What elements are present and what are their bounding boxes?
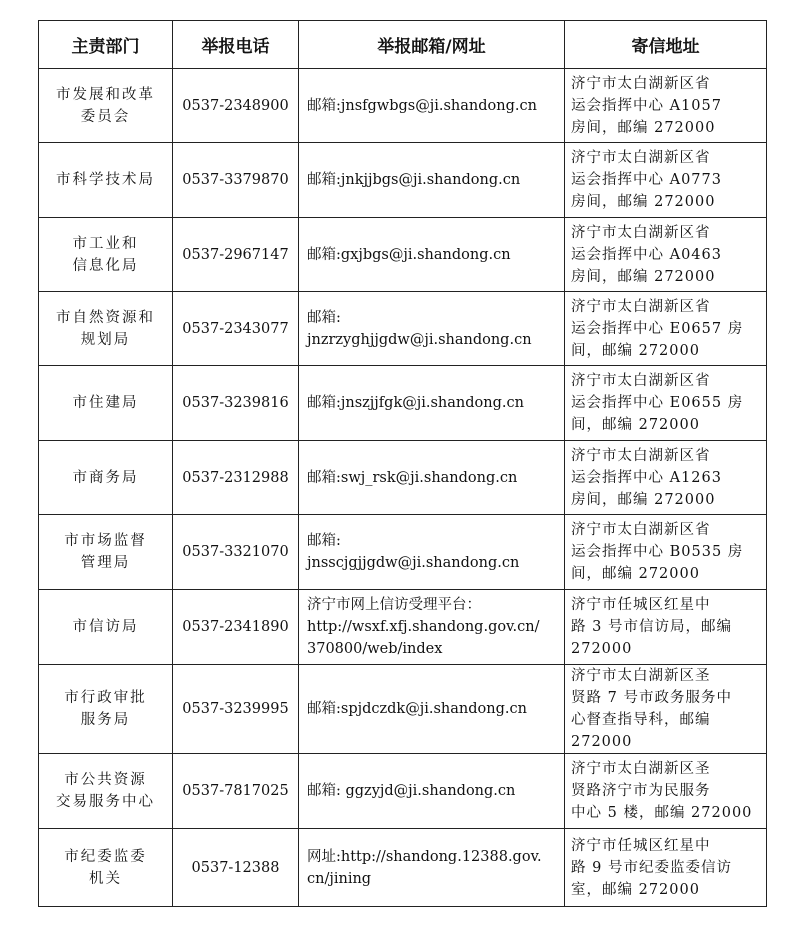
department-cell xyxy=(39,665,173,754)
header-row xyxy=(39,21,767,69)
contact-line: 邮箱:gxjbgs@ji.shandong.cn xyxy=(307,246,511,263)
phone-cell: 0537-2341890 xyxy=(173,590,299,665)
address-cell xyxy=(565,69,767,143)
department-cell xyxy=(39,143,173,218)
contact-cell xyxy=(299,292,565,366)
phone-cell: 0537-12388 xyxy=(173,829,299,907)
contact-cell xyxy=(299,590,565,665)
department-line: 市市场监督 xyxy=(64,533,147,549)
address-line: 济宁市太白湖新区省 xyxy=(571,522,711,538)
header-mailing-address: 寄信地址 xyxy=(565,21,767,69)
address-line: 房间，邮编 272000 xyxy=(571,194,716,210)
address-line: 房间，邮编 272000 xyxy=(571,491,716,508)
department-line: 市行政审批 xyxy=(64,690,147,706)
address-line: 房间，邮编 272000 xyxy=(571,268,716,285)
contact-line: jnzrzyghjjgdw@ji.shandong.cn xyxy=(307,331,532,348)
table-row xyxy=(39,143,767,218)
department-line: 市科学技术局 xyxy=(56,172,155,188)
contact-line: 网址:http://shandong.12388.gov. xyxy=(307,848,542,865)
table-row xyxy=(39,515,767,590)
address-line: 272000 xyxy=(571,641,633,657)
address-line: 济宁市任城区红星中 xyxy=(571,837,711,854)
department-line: 规划局 xyxy=(80,331,131,348)
address-cell xyxy=(565,143,767,218)
contact-line: 邮箱:jnsfgwbgs@ji.shandong.cn xyxy=(307,97,537,114)
table-row xyxy=(39,366,767,441)
contact-line: 邮箱:jnszjjfgk@ji.shandong.cn xyxy=(307,395,524,411)
phone-cell: 0537-2343077 xyxy=(173,292,299,366)
department-line: 服务局 xyxy=(80,712,131,728)
address-line: 贤路 7 号市政务服务中 xyxy=(571,690,732,706)
address-line: 济宁市太白湖新区省 xyxy=(571,447,711,464)
address-line: 间，邮编 272000 xyxy=(571,566,700,582)
address-line: 济宁市太白湖新区圣 xyxy=(571,668,711,684)
header-department: 主责部门 xyxy=(39,21,173,69)
report-contacts-table xyxy=(38,20,767,907)
department-cell xyxy=(39,754,173,829)
address-line: 运会指挥中心 E0657 房 xyxy=(571,320,744,337)
table-body xyxy=(39,69,767,907)
table-row xyxy=(39,69,767,143)
address-cell xyxy=(565,754,767,829)
department-line: 交易服务中心 xyxy=(56,794,155,810)
contact-line: 邮箱:swj_rsk@ji.shandong.cn xyxy=(307,469,518,486)
contact-cell xyxy=(299,69,565,143)
address-cell xyxy=(565,366,767,441)
address-cell xyxy=(565,218,767,292)
department-line: 市自然资源和 xyxy=(56,309,155,326)
address-line: 心督查指导科，邮编 xyxy=(571,712,711,728)
department-line: 信息化局 xyxy=(72,257,139,274)
contact-line: 邮箱:spjdczdk@ji.shandong.cn xyxy=(307,701,527,717)
table-row xyxy=(39,754,767,829)
address-line: 济宁市太白湖新区省 xyxy=(571,150,711,166)
department-cell xyxy=(39,515,173,590)
contact-cell xyxy=(299,515,565,590)
address-line: 济宁市太白湖新区省 xyxy=(571,75,711,92)
table-row xyxy=(39,441,767,515)
address-line: 运会指挥中心 A1263 xyxy=(571,469,722,486)
address-line: 运会指挥中心 A0463 xyxy=(571,246,722,263)
address-line: 路 9 号市纪委监委信访 xyxy=(571,859,732,876)
address-cell xyxy=(565,590,767,665)
address-line: 贤路济宁市为民服务 xyxy=(571,783,711,799)
department-line: 市信访局 xyxy=(72,619,139,635)
contact-cell xyxy=(299,665,565,754)
contact-cell xyxy=(299,829,565,907)
phone-cell: 0537-3239816 xyxy=(173,366,299,441)
address-line: 运会指挥中心 A0773 xyxy=(571,172,722,188)
phone-cell: 0537-2348900 xyxy=(173,69,299,143)
table-row xyxy=(39,292,767,366)
department-line: 市商务局 xyxy=(72,469,139,486)
address-line: 济宁市太白湖新区省 xyxy=(571,298,711,315)
phone-cell: 0537-3379870 xyxy=(173,143,299,218)
address-cell xyxy=(565,665,767,754)
phone-cell: 0537-3239995 xyxy=(173,665,299,754)
address-line: 运会指挥中心 B0535 房 xyxy=(571,544,744,560)
address-line: 济宁市太白湖新区圣 xyxy=(571,761,711,777)
address-cell xyxy=(565,515,767,590)
address-line: 间，邮编 272000 xyxy=(571,342,700,359)
department-cell xyxy=(39,441,173,515)
contact-line: 邮箱: xyxy=(307,309,341,326)
phone-cell: 0537-2312988 xyxy=(173,441,299,515)
contact-line: http://wsxf.xfj.shandong.gov.cn/ xyxy=(307,619,540,635)
contact-cell xyxy=(299,754,565,829)
contact-line: 邮箱:jnkjjbgs@ji.shandong.cn xyxy=(307,172,521,188)
department-line: 市住建局 xyxy=(72,395,139,411)
contact-line: 邮箱: xyxy=(307,533,341,549)
table-row xyxy=(39,590,767,665)
department-line: 市公共资源 xyxy=(64,772,147,788)
department-line: 机关 xyxy=(89,870,122,887)
contact-line: 济宁市网上信访受理平台： xyxy=(307,597,481,613)
contact-line: cn/jining xyxy=(307,870,372,887)
header-email-website: 举报邮箱/网址 xyxy=(299,21,565,69)
address-cell xyxy=(565,441,767,515)
contact-cell xyxy=(299,366,565,441)
department-cell xyxy=(39,590,173,665)
address-line: 运会指挥中心 A1057 xyxy=(571,97,722,114)
address-line: 济宁市太白湖新区省 xyxy=(571,224,711,241)
department-cell xyxy=(39,292,173,366)
phone-cell: 0537-2967147 xyxy=(173,218,299,292)
address-line: 路 3 号市信访局，邮编 xyxy=(571,619,732,635)
table-row xyxy=(39,665,767,754)
contact-line: 邮箱: ggzyjd@ji.shandong.cn xyxy=(307,783,516,799)
department-cell xyxy=(39,218,173,292)
phone-cell: 0537-3321070 xyxy=(173,515,299,590)
address-cell xyxy=(565,829,767,907)
header-phone: 举报电话 xyxy=(173,21,299,69)
department-line: 委员会 xyxy=(80,108,131,125)
contact-line: 370800/web/index xyxy=(307,641,443,657)
department-cell xyxy=(39,829,173,907)
table-row xyxy=(39,218,767,292)
address-line: 中心 5 楼，邮编 272000 xyxy=(571,805,753,821)
contact-cell xyxy=(299,218,565,292)
address-cell xyxy=(565,292,767,366)
address-line: 济宁市任城区红星中 xyxy=(571,597,711,613)
phone-cell: 0537-7817025 xyxy=(173,754,299,829)
address-line: 间，邮编 272000 xyxy=(571,417,700,433)
table-row xyxy=(39,829,767,907)
department-line: 市发展和改革 xyxy=(56,86,155,103)
address-line: 济宁市太白湖新区省 xyxy=(571,373,711,389)
contact-cell xyxy=(299,143,565,218)
address-line: 272000 xyxy=(571,734,633,750)
address-line: 运会指挥中心 E0655 房 xyxy=(571,395,744,411)
address-line: 房间，邮编 272000 xyxy=(571,119,716,136)
department-line: 管理局 xyxy=(80,555,131,571)
contact-cell xyxy=(299,441,565,515)
department-line: 市纪委监委 xyxy=(64,848,147,865)
department-cell xyxy=(39,366,173,441)
address-line: 室，邮编 272000 xyxy=(571,881,700,898)
department-cell xyxy=(39,69,173,143)
department-line: 市工业和 xyxy=(72,235,139,252)
contact-line: jnsscjgjjgdw@ji.shandong.cn xyxy=(307,555,520,571)
